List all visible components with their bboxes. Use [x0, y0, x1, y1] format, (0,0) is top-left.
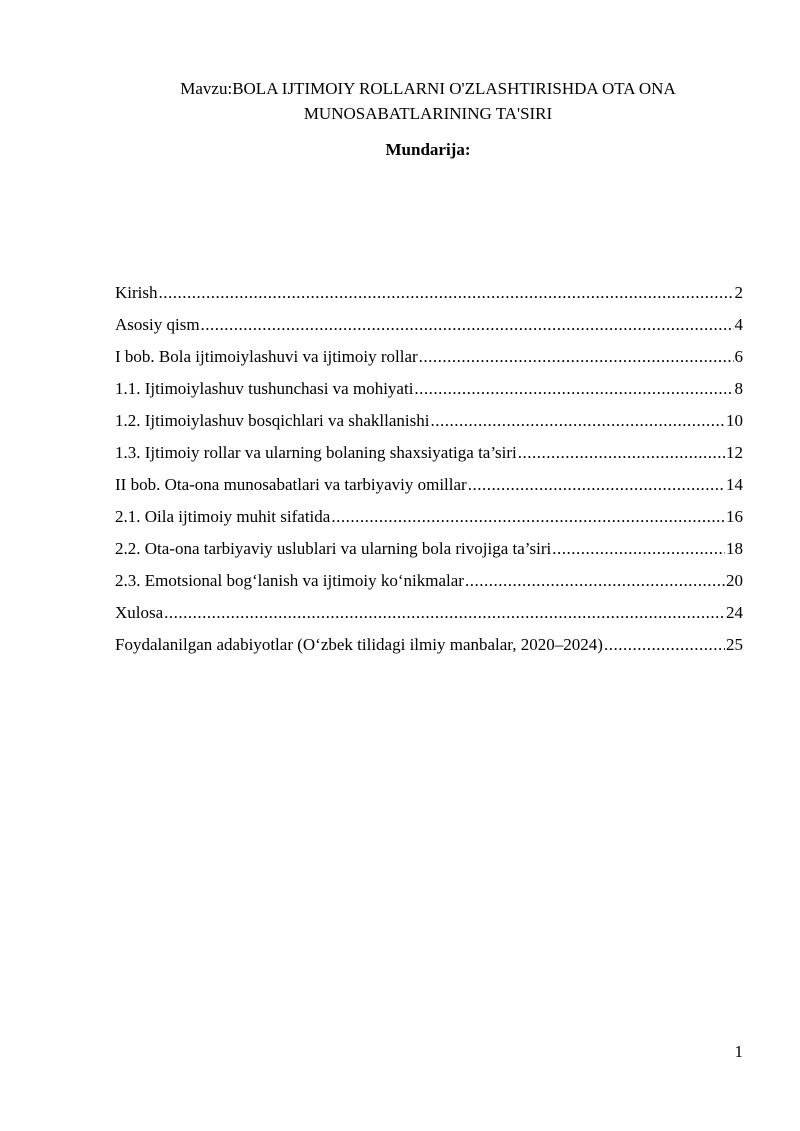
- toc-entry-title: Kirish: [115, 283, 158, 302]
- toc-entry-title: Xulosa: [115, 603, 164, 622]
- toc-entry-page: 8: [734, 379, 743, 398]
- toc-entry-page: 25: [726, 635, 743, 654]
- toc-leader-dots: [604, 634, 725, 656]
- toc-leader-dots: [414, 378, 733, 400]
- toc-leader-dots: [468, 474, 725, 496]
- toc-leader-dots: [201, 314, 734, 336]
- toc-leader-dots: [552, 538, 725, 560]
- toc-entry-title: II bob. Ota-ona munosabatlari va tarbiyaviy omillar: [115, 475, 467, 494]
- toc-leader-dots: [430, 410, 725, 432]
- toc-entry: [115, 314, 743, 346]
- toc-entry-title: 1.1. Ijtimoiylashuv tushunchasi va mohiyati: [115, 379, 414, 398]
- toc-entry-title: Foydalanilgan adabiyotlar (O‘zbek tilidagi ilmiy manbalar, 2020–2024): [115, 635, 603, 654]
- toc-entry-title: Asosiy qism: [115, 315, 200, 334]
- toc-entry-page: 12: [726, 443, 743, 462]
- toc-entry: [115, 282, 743, 314]
- toc-leader-dots: [465, 570, 725, 592]
- toc-entry-page: 14: [726, 475, 743, 494]
- toc-entry-page: 4: [734, 315, 743, 334]
- toc-entry-page: 10: [726, 411, 743, 430]
- toc-entry: [115, 442, 743, 474]
- toc-entry: [115, 506, 743, 538]
- title-line-1: Mavzu:BOLA IJTIMOIY ROLLARNI O'ZLASHTIRISHDA OTA ONA: [180, 79, 676, 98]
- toc-entry: [115, 602, 743, 634]
- toc-entry-title: 2.1. Oila ijtimoiy muhit sifatida: [115, 507, 331, 526]
- toc-leader-dots: [331, 506, 725, 528]
- toc-entry-title: 1.2. Ijtimoiylashuv bosqichlari va shakllanishi: [115, 411, 430, 430]
- toc-entry-page: 18: [726, 539, 743, 558]
- table-of-contents: [115, 282, 743, 666]
- page-number: 1: [734, 1042, 743, 1061]
- toc-entry: [115, 538, 743, 570]
- toc-leader-dots: [419, 346, 734, 368]
- toc-entry: [115, 570, 743, 602]
- toc-entry: [115, 346, 743, 378]
- toc-entry-title: 1.3. Ijtimoiy rollar va ularning bolaning shaxsiyatiga ta’siri: [115, 443, 517, 462]
- toc-entry-title: 2.2. Ota-ona tarbiyaviy uslublari va ularning bola rivojiga ta’siri: [115, 539, 552, 558]
- toc-entry-page: 6: [734, 347, 743, 366]
- toc-entry: [115, 410, 743, 442]
- title-line-2: MUNOSABATLARINING TA'SIRI: [303, 104, 553, 123]
- toc-leader-dots: [159, 282, 734, 304]
- toc-entry-title: I bob. Bola ijtimoiylashuvi va ijtimoiy rollar: [115, 347, 418, 366]
- toc-entry-page: 2: [734, 283, 743, 302]
- toc-entry: [115, 378, 743, 410]
- toc-heading: Mundarija:: [385, 140, 471, 159]
- toc-entry-page: 24: [726, 603, 743, 622]
- toc-entry-title: 2.3. Emotsional bog‘lanish va ijtimoiy ko‘nikmalar: [115, 571, 464, 590]
- toc-leader-dots: [164, 602, 725, 624]
- toc-entry: [115, 474, 743, 506]
- toc-entry-page: 20: [726, 571, 743, 590]
- document-title: [100, 76, 756, 126]
- toc-leader-dots: [518, 442, 725, 464]
- toc-entry-page: 16: [726, 507, 743, 526]
- toc-entry: [115, 634, 743, 666]
